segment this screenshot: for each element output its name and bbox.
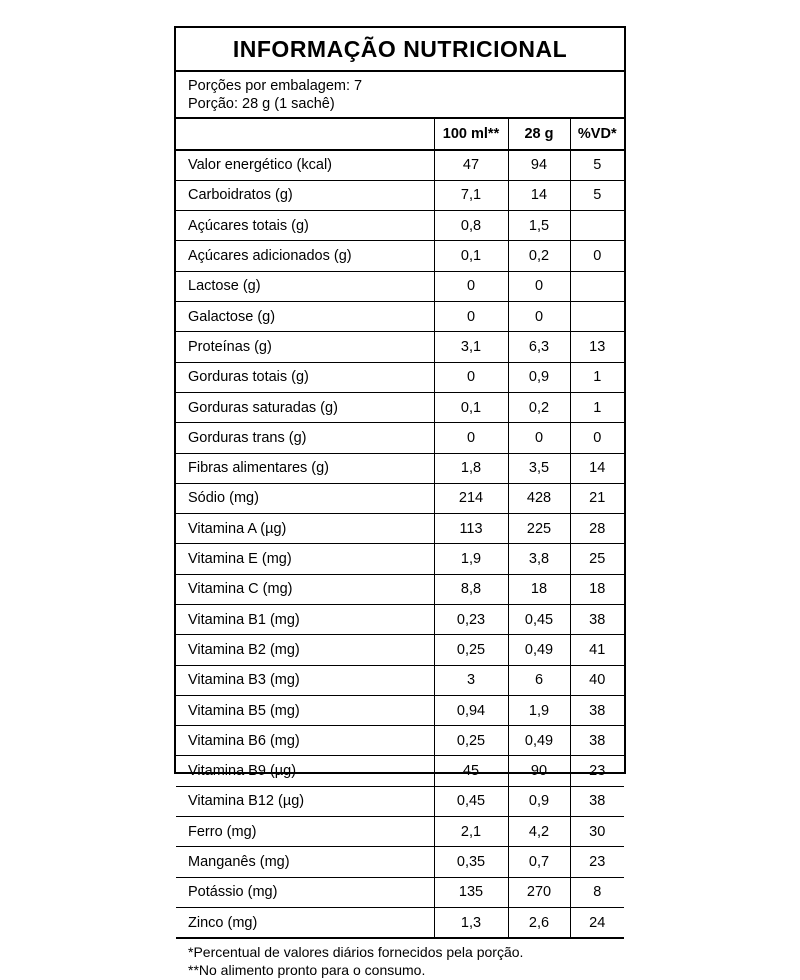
nutrient-value-c3: 13 <box>570 332 624 362</box>
nutrient-value-c3: 25 <box>570 544 624 574</box>
table-row <box>176 211 624 241</box>
nutrient-value-c1: 0,25 <box>434 726 508 756</box>
table-row <box>176 605 624 635</box>
nutrient-name: Vitamina B2 (mg) <box>176 635 434 665</box>
nutrient-value-c2: 0,49 <box>508 635 570 665</box>
nutrient-value-c1: 47 <box>434 150 508 181</box>
nutrient-name: Fibras alimentares (g) <box>176 453 434 483</box>
table-row <box>176 907 624 938</box>
table-row <box>176 665 624 695</box>
table-row <box>176 574 624 604</box>
nutrient-value-c2: 0 <box>508 271 570 301</box>
nutrient-value-c3: 23 <box>570 756 624 786</box>
serving-info <box>176 72 624 119</box>
nutrient-value-c3: 0 <box>570 241 624 271</box>
nutrient-value-c1: 0,23 <box>434 605 508 635</box>
table-row <box>176 786 624 816</box>
nutrient-value-c1: 1,9 <box>434 544 508 574</box>
nutrient-value-c1: 1,3 <box>434 907 508 938</box>
table-row <box>176 241 624 271</box>
table-row <box>176 847 624 877</box>
nutrient-name: Carboidratos (g) <box>176 180 434 210</box>
nutrient-value-c1: 2,1 <box>434 817 508 847</box>
nutrient-value-c1: 0,45 <box>434 786 508 816</box>
nutrient-name: Açúcares adicionados (g) <box>176 241 434 271</box>
nutrient-value-c1: 0,25 <box>434 635 508 665</box>
nutrient-value-c3: 30 <box>570 817 624 847</box>
table-row <box>176 362 624 392</box>
nutrient-name: Potássio (mg) <box>176 877 434 907</box>
nutrient-value-c1: 1,8 <box>434 453 508 483</box>
nutrient-value-c1: 113 <box>434 514 508 544</box>
nutrient-value-c1: 3,1 <box>434 332 508 362</box>
nutrient-value-c3: 38 <box>570 605 624 635</box>
nutrient-value-c3 <box>570 211 624 241</box>
servings-per-package: Porções por embalagem: 7 <box>188 78 363 94</box>
nutrient-value-c1: 7,1 <box>434 180 508 210</box>
nutrient-name: Vitamina B1 (mg) <box>176 605 434 635</box>
nutrient-value-c2: 18 <box>508 574 570 604</box>
nutrient-value-c1: 3 <box>434 665 508 695</box>
nutrient-name: Gorduras saturadas (g) <box>176 392 434 422</box>
table-header-row <box>176 119 624 149</box>
nutrient-value-c3: 1 <box>570 392 624 422</box>
table-row <box>176 514 624 544</box>
table-row <box>176 392 624 422</box>
nutrient-name: Açúcares totais (g) <box>176 211 434 241</box>
table-row <box>176 877 624 907</box>
nutrient-value-c2: 0 <box>508 302 570 332</box>
nutrient-value-c1: 0 <box>434 302 508 332</box>
nutrient-value-c3 <box>570 302 624 332</box>
nutrient-value-c3: 41 <box>570 635 624 665</box>
nutrient-value-c2: 0 <box>508 423 570 453</box>
footnote-ready: **No alimento pronto para o consumo. <box>188 962 426 979</box>
column-header-vd: %VD* <box>570 119 624 149</box>
nutrient-value-c1: 0,8 <box>434 211 508 241</box>
nutrient-name: Vitamina B12 (µg) <box>176 786 434 816</box>
nutrient-value-c1: 0,94 <box>434 695 508 725</box>
nutrient-value-c2: 428 <box>508 483 570 513</box>
column-header-nutrient <box>176 119 434 149</box>
nutrient-value-c1: 0,1 <box>434 241 508 271</box>
table-row <box>176 150 624 181</box>
nutrient-value-c3: 23 <box>570 847 624 877</box>
nutrient-value-c3 <box>570 271 624 301</box>
nutrient-value-c2: 1,9 <box>508 695 570 725</box>
table-row <box>176 726 624 756</box>
table-row <box>176 453 624 483</box>
nutrient-value-c3: 5 <box>570 150 624 181</box>
nutrient-value-c3: 21 <box>570 483 624 513</box>
table-row <box>176 302 624 332</box>
nutrient-value-c3: 5 <box>570 180 624 210</box>
nutrient-value-c3: 24 <box>570 907 624 938</box>
nutrient-name: Vitamina B3 (mg) <box>176 665 434 695</box>
nutrient-value-c2: 270 <box>508 877 570 907</box>
nutrient-name: Vitamina B6 (mg) <box>176 726 434 756</box>
table-row <box>176 635 624 665</box>
nutrient-value-c2: 0,7 <box>508 847 570 877</box>
nutrient-value-c1: 0 <box>434 362 508 392</box>
nutrient-name: Sódio (mg) <box>176 483 434 513</box>
nutrient-value-c2: 0,45 <box>508 605 570 635</box>
nutrient-value-c3: 28 <box>570 514 624 544</box>
table-row <box>176 817 624 847</box>
nutrient-value-c1: 214 <box>434 483 508 513</box>
table-row <box>176 695 624 725</box>
nutrient-value-c2: 2,6 <box>508 907 570 938</box>
nutrient-value-c3: 40 <box>570 665 624 695</box>
nutrient-value-c1: 135 <box>434 877 508 907</box>
nutrient-value-c2: 3,5 <box>508 453 570 483</box>
table-row <box>176 756 624 786</box>
nutrient-name: Manganês (mg) <box>176 847 434 877</box>
footnotes <box>176 939 624 979</box>
nutrient-value-c1: 0,1 <box>434 392 508 422</box>
nutrient-value-c1: 0,35 <box>434 847 508 877</box>
table-row <box>176 332 624 362</box>
nutrient-name: Valor energético (kcal) <box>176 150 434 181</box>
nutrient-value-c3: 38 <box>570 695 624 725</box>
nutrient-value-c3: 14 <box>570 453 624 483</box>
nutrient-value-c3: 38 <box>570 726 624 756</box>
nutrient-value-c2: 0,9 <box>508 362 570 392</box>
nutrient-value-c3: 18 <box>570 574 624 604</box>
nutrient-value-c2: 6 <box>508 665 570 695</box>
nutrition-label <box>174 26 626 979</box>
column-header-28g: 28 g <box>508 119 570 149</box>
footnote-vd: *Percentual de valores diários fornecidos pela porção. <box>188 944 524 961</box>
nutrient-value-c2: 0,49 <box>508 726 570 756</box>
nutrient-value-c2: 94 <box>508 150 570 181</box>
nutrient-value-c3: 1 <box>570 362 624 392</box>
nutrient-value-c3: 0 <box>570 423 624 453</box>
nutrient-value-c1: 45 <box>434 756 508 786</box>
nutrient-value-c2: 4,2 <box>508 817 570 847</box>
nutrient-name: Vitamina C (mg) <box>176 574 434 604</box>
table-row <box>176 483 624 513</box>
column-header-100ml: 100 ml** <box>434 119 508 149</box>
nutrient-value-c3: 8 <box>570 877 624 907</box>
table-row <box>176 180 624 210</box>
nutrient-name: Ferro (mg) <box>176 817 434 847</box>
nutrient-value-c2: 90 <box>508 756 570 786</box>
nutrient-value-c2: 0,9 <box>508 786 570 816</box>
table-row <box>176 544 624 574</box>
nutrient-value-c2: 1,5 <box>508 211 570 241</box>
nutrient-value-c2: 6,3 <box>508 332 570 362</box>
page-title: INFORMAÇÃO NUTRICIONAL <box>176 28 624 72</box>
nutrient-name: Vitamina B9 (µg) <box>176 756 434 786</box>
nutrient-value-c2: 0,2 <box>508 392 570 422</box>
nutrient-name: Gorduras trans (g) <box>176 423 434 453</box>
nutrition-table <box>176 119 624 939</box>
table-row <box>176 271 624 301</box>
table-row <box>176 423 624 453</box>
nutrient-name: Galactose (g) <box>176 302 434 332</box>
nutrient-value-c2: 14 <box>508 180 570 210</box>
nutrient-value-c2: 225 <box>508 514 570 544</box>
nutrient-name: Proteínas (g) <box>176 332 434 362</box>
nutrient-name: Vitamina A (µg) <box>176 514 434 544</box>
nutrient-value-c2: 3,8 <box>508 544 570 574</box>
nutrient-name: Zinco (mg) <box>176 907 434 938</box>
nutrient-value-c2: 0,2 <box>508 241 570 271</box>
nutrient-value-c1: 0 <box>434 271 508 301</box>
nutrient-value-c1: 0 <box>434 423 508 453</box>
nutrient-name: Vitamina E (mg) <box>176 544 434 574</box>
nutrient-value-c1: 8,8 <box>434 574 508 604</box>
nutrient-name: Gorduras totais (g) <box>176 362 434 392</box>
nutrient-value-c3: 38 <box>570 786 624 816</box>
nutrient-name: Vitamina B5 (mg) <box>176 695 434 725</box>
nutrient-name: Lactose (g) <box>176 271 434 301</box>
serving-size: Porção: 28 g (1 sachê) <box>188 96 335 113</box>
